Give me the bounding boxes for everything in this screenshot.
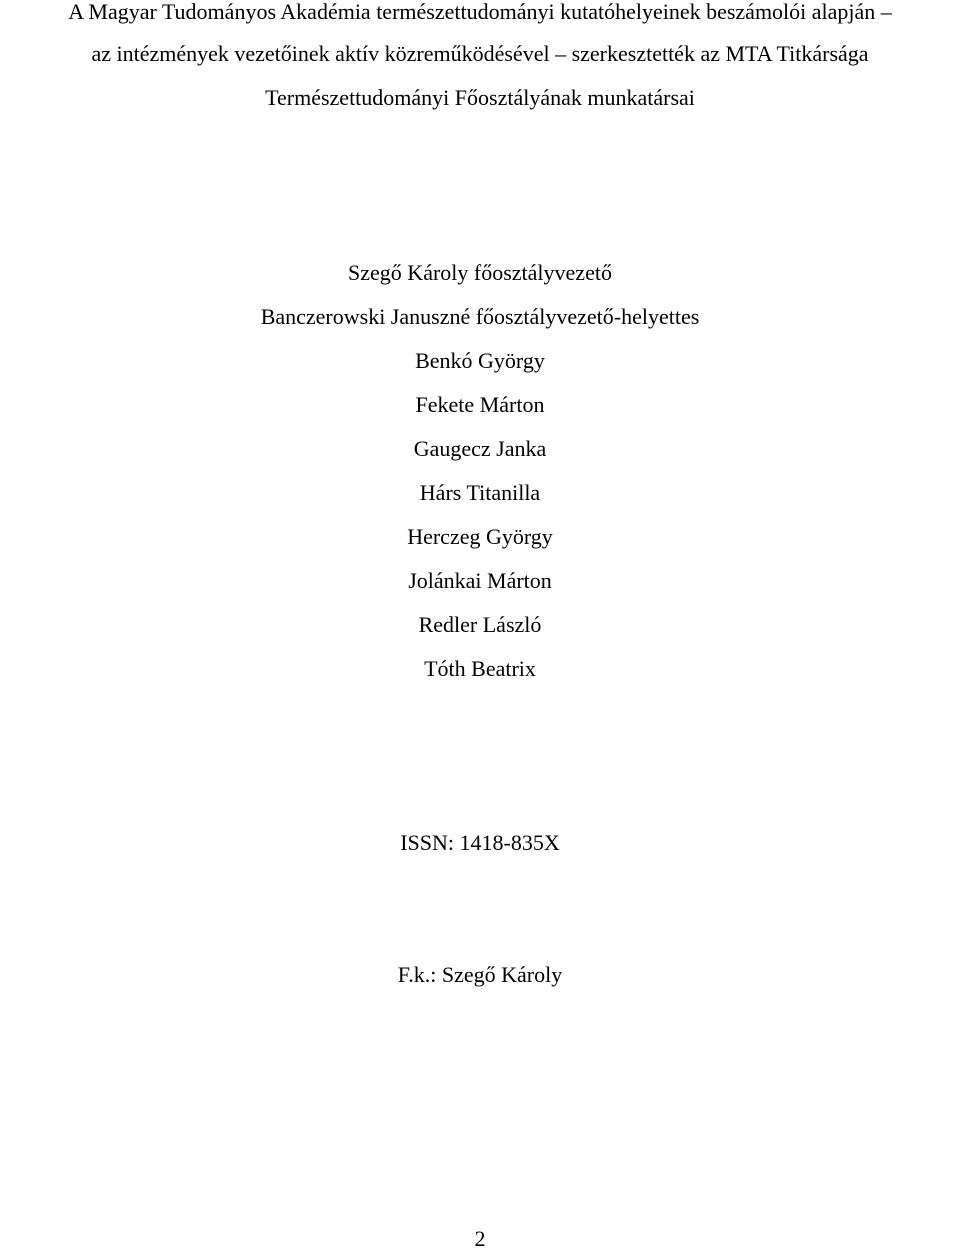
- staff-member: Gaugecz Janka: [413, 436, 547, 461]
- staff-member: Hárs Titanilla: [419, 480, 541, 505]
- intro-line-1: A Magyar Tudományos Akadémia természettudományi kutatóhelyeinek beszámolói alapján –: [68, 0, 892, 24]
- staff-member: Tóth Beatrix: [424, 656, 536, 681]
- intro-line-3: Természettudományi Főosztályának munkatársai: [265, 85, 695, 110]
- responsible-editor: F.k.: Szegő Károly: [397, 962, 563, 987]
- staff-deputy: Banczerowski Januszné főosztályvezető-helyettes: [260, 304, 700, 329]
- staff-member: Jolánkai Márton: [408, 568, 552, 593]
- staff-member: Herczeg György: [407, 524, 553, 549]
- staff-member: Benkó György: [415, 348, 545, 373]
- page-number: 2: [474, 1226, 486, 1251]
- staff-head: Szegő Károly főosztályvezető: [348, 260, 612, 285]
- intro-line-2: az intézmények vezetőinek aktív közreműködésével – szerkesztették az MTA Titkársága: [91, 41, 869, 66]
- staff-member: Fekete Márton: [415, 392, 545, 417]
- staff-member: Redler László: [418, 612, 542, 637]
- issn-line: ISSN: 1418-835X: [400, 830, 560, 855]
